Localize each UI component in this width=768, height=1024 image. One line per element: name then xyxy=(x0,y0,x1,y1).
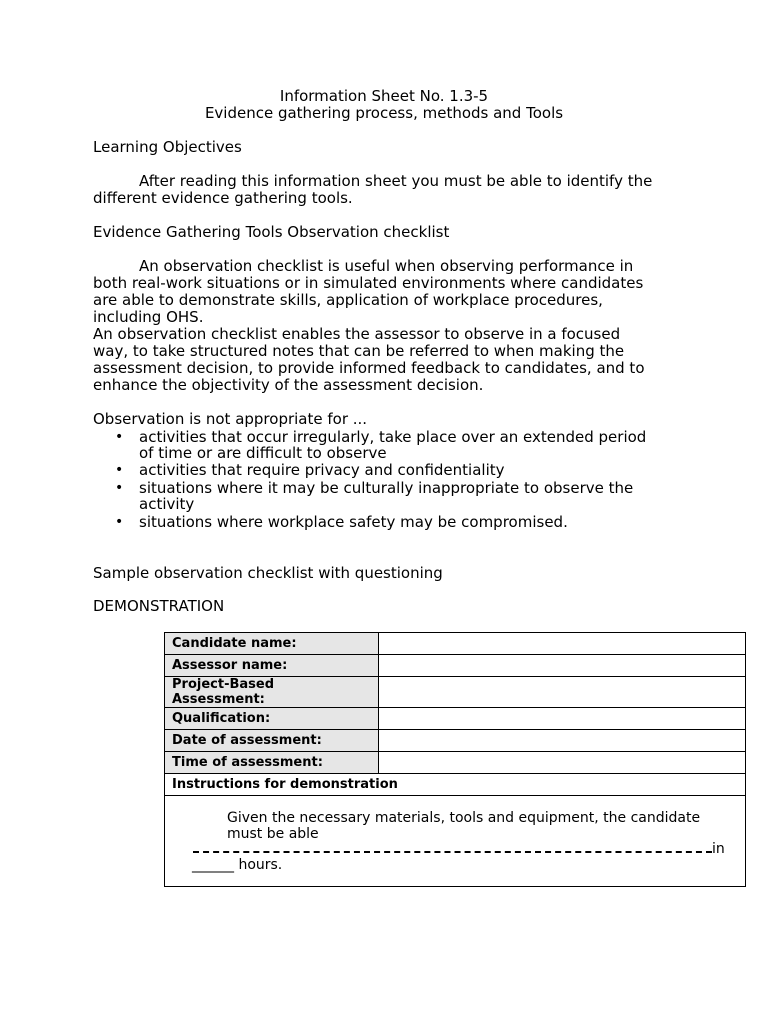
bullet-marker: • xyxy=(115,462,124,478)
task-blank-line[interactable] xyxy=(193,851,712,853)
given-in-text: in xyxy=(712,841,725,857)
demonstration-heading: DEMONSTRATION xyxy=(93,597,225,615)
bullet-marker: • xyxy=(115,514,124,530)
qualification-field[interactable] xyxy=(379,708,746,730)
instructions-label: Instructions for demonstration xyxy=(165,774,746,796)
not-appropriate-heading: Observation is not appropriate for ... xyxy=(93,410,368,428)
sample-heading: Sample observation checklist with questioning xyxy=(93,564,443,582)
time-of-assessment-field[interactable] xyxy=(379,752,746,774)
bullet-marker: • xyxy=(115,429,124,445)
checklist-para-line: way, to take structured notes that can be referred to when making the xyxy=(93,342,625,360)
checklist-para-line: An observation checklist enables the assessor to observe in a focused xyxy=(93,325,621,343)
bullet-marker: • xyxy=(115,480,124,496)
form-row-candidate xyxy=(165,633,746,655)
qualification-label: Qualification: xyxy=(165,708,379,730)
hours-blank-text: ______ hours. xyxy=(192,857,283,873)
form-row-assessor xyxy=(165,655,746,677)
checklist-para-line: are able to demonstrate skills, application of workplace procedures, xyxy=(93,291,603,309)
checklist-para-line: assessment decision, to provide informed feedback to candidates, and to xyxy=(93,359,645,377)
checklist-heading: Evidence Gathering Tools Observation checklist xyxy=(93,223,450,241)
form-row-qualification xyxy=(165,708,746,730)
form-row-date xyxy=(165,730,746,752)
form-row-given xyxy=(165,796,746,887)
candidate-name-field[interactable] xyxy=(379,633,746,655)
bullet-item-text: activities that occur irregularly, take place over an extended period xyxy=(139,428,647,446)
demonstration-instructions-cell xyxy=(165,796,746,887)
checklist-para-line: An observation checklist is useful when observing performance in xyxy=(139,257,634,275)
bullet-item-text: of time or are difficult to observe xyxy=(139,444,387,462)
objectives-line: After reading this information sheet you must be able to identify the xyxy=(139,172,653,190)
bullet-item-text: situations where it may be culturally inappropriate to observe the xyxy=(139,479,634,497)
given-line: must be able xyxy=(227,826,319,842)
assessor-name-field[interactable] xyxy=(379,655,746,677)
observation-checklist-form xyxy=(164,632,746,887)
candidate-name-label: Candidate name: xyxy=(165,633,379,655)
checklist-para-line: both real-work situations or in simulated environments where candidates xyxy=(93,274,644,292)
project-based-assessment-label: Project-Based Assessment: xyxy=(165,677,379,708)
objectives-line: different evidence gathering tools. xyxy=(93,189,353,207)
checklist-para-line: including OHS. xyxy=(93,308,204,326)
sheet-subtitle: Evidence gathering process, methods and Tools xyxy=(204,104,564,122)
date-of-assessment-label: Date of assessment: xyxy=(165,730,379,752)
given-line: Given the necessary materials, tools and equipment, the candidate xyxy=(227,810,701,826)
sheet-title: Information Sheet No. 1.3-5 xyxy=(279,87,489,105)
date-of-assessment-field[interactable] xyxy=(379,730,746,752)
bullet-item-text: situations where workplace safety may be compromised. xyxy=(139,513,568,531)
objectives-heading: Learning Objectives xyxy=(93,138,242,156)
assessor-name-label: Assessor name: xyxy=(165,655,379,677)
bullet-item-text: activity xyxy=(139,495,195,513)
project-based-assessment-field[interactable] xyxy=(379,677,746,708)
form-row-instructions xyxy=(165,774,746,796)
time-of-assessment-label: Time of assessment: xyxy=(165,752,379,774)
bullet-item-text: activities that require privacy and confidentiality xyxy=(139,461,505,479)
form-row-project xyxy=(165,677,746,708)
checklist-para-line: enhance the objectivity of the assessment decision. xyxy=(93,376,484,394)
form-row-time xyxy=(165,752,746,774)
